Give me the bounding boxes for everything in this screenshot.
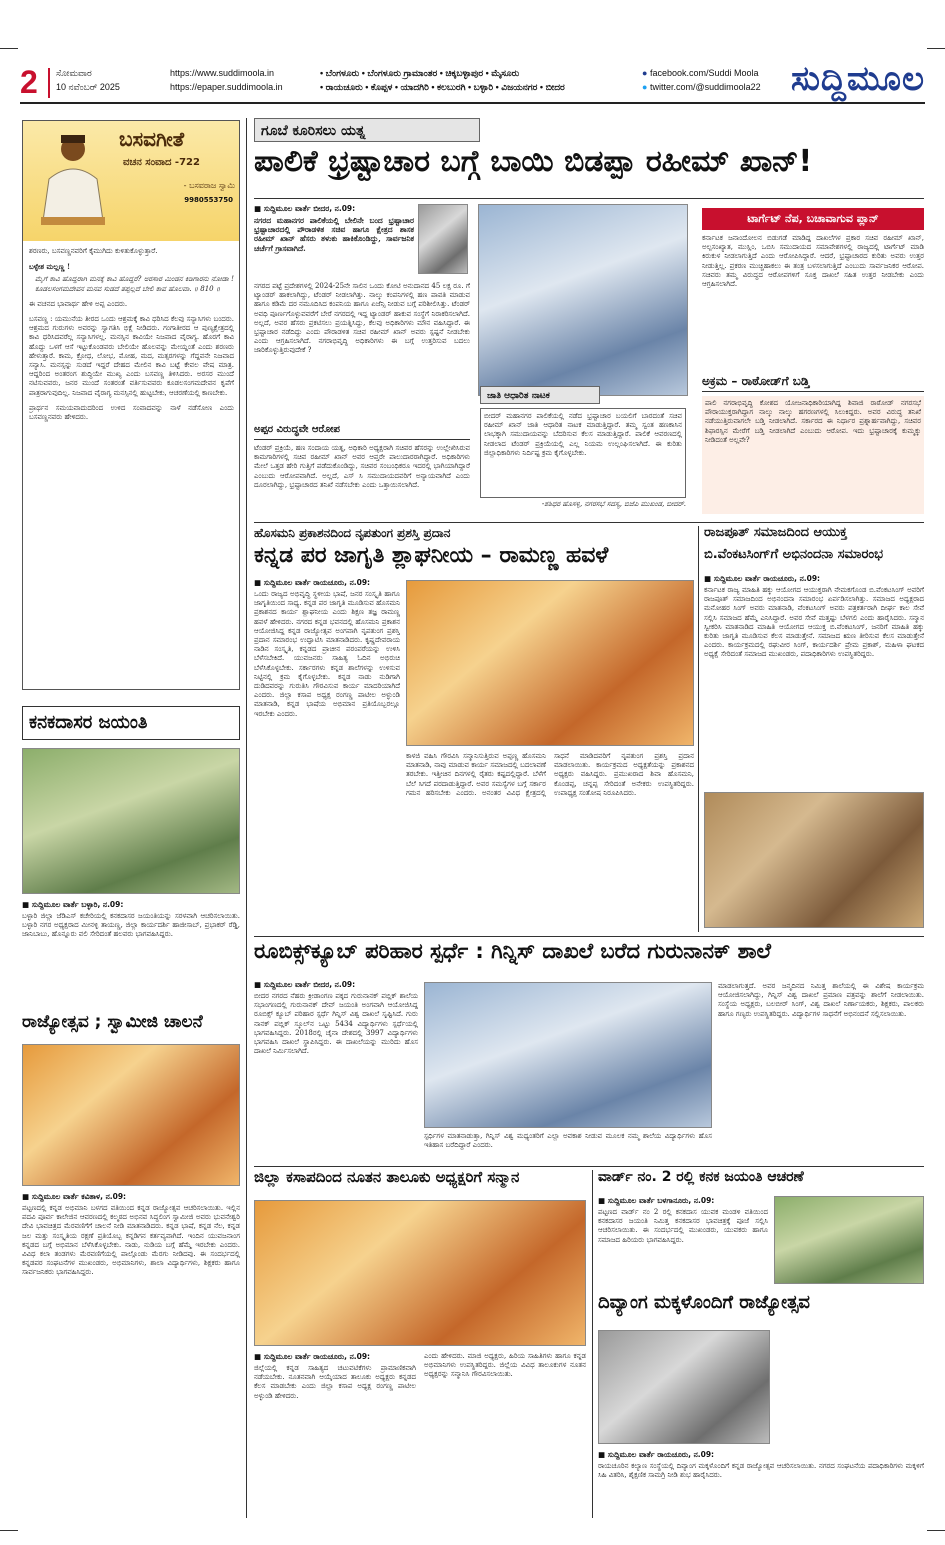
basavageete-closing: ಪ್ರಾರ್ಥನ ಸಮಯವಾದುದರಿಂದ ಉಳಿದ ಸಂವಾದವನ್ನು ನಾಳೆ ನಡೆಸೋಣ ಎಂದು ಬಸವಣ್ಣನವರು ಹೇಳಿದರು. (29, 403, 234, 422)
target-box-body: ಕರ್ನಾಟಕ ಜನಾಂದೋಲನ ಬಿಡುಗಡೆ ಮಾಡಿದ್ದ ದಾಖಲೆಗಳ ಪ್ರಕಾರ ಸಚಿವ ರಹೀಮ್ ಖಾನ್, ಅಲ್ಪಸಂಖ್ಯಾತ, ಮುಸ್ಲಿಂ, ಒಬಿಸಿ ಸಮುದಾಯದ ಸಮಾವೇಶಗಳಲ್ಲಿ ರಾಜ್ಯದಲ್ಲಿ ಟಾರ್ಗೆಟ್ ಮಾಡಿ ಕಿರುಕುಳ ನೀಡಲಾಗುತ್ತಿದೆ ಎಂದು ಆರೋಪಿಸಿದ್ದಾರೆ. ಆದರೆ, ಭ್ರಷ್ಟಾಚಾರದ ಕುರಿತು ಅವರು ಉತ್ತರ ನೀಡುತ್ತಿಲ್ಲ. ಪ್ರಕರಣ ಮುಚ್ಚಿಹಾಕಲು ಈ ತಂತ್ರ ಬಳಸಲಾಗುತ್ತಿದೆ ಎಂಬುದು ಸಾರ್ವಜನಿಕರ ಆರೋಪ. ಸಚಿವರು ತಮ್ಮ ವಿರುದ್ಧದ ಆರೋಪಗಳಿಗೆ ಸೂಕ್ತ ದಾಖಲೆ ಸಹಿತ ಉತ್ತರ ನೀಡಬೇಕು ಎಂದು ಆಗ್ರಹಿಸಲಾಗಿದೆ. (702, 234, 924, 289)
ward-body: ಪಟ್ಟಣದ ವಾರ್ಡ್ ನಂ 2 ರಲ್ಲಿ ಕನಕದಾಸ ಯುವಕ ಮಂಡಳಿ ವತಿಯಿಂದ ಕನಕದಾಸರ ಜಯಂತಿ ನಿಮಿತ್ತ ಕನಕದಾಸರ ಭಾವಚಿತ್ರಕ್ಕೆ ಪೂಜೆ ಸಲ್ಲಿಸಿ ಆಚರಿಸಲಾಯಿತು. ಈ ಸಂದರ್ಭದಲ್ಲಿ ಮುಖಂಡರು, ಯುವಕರು ಹಾಗೂ ಸಮಾಜದ ಹಿರಿಯರು ಭಾಗವಹಿಸಿದ್ದರು. (598, 1208, 768, 1244)
kannada-body-right: ಕಾಳಜಿ ವಹಿಸಿ ಗೌರವಿಸಿ ಸನ್ಮಾನಿಸುತ್ತಿರುವ ಅಪ್ಪಣ್ಣ ಹೊಸಮನಿ ಮಾತನಾಡಿ, ನಾವು ಮಾಡುವ ಕಾರ್ಯ ಸಮಾಜದಲ್ಲಿ ಬದಲಾವಣೆ ತರಬೇಕು. ಇತ್ತೀಚಿನ ದಿನಗಳಲ್ಲಿ ರೈತರು ಕಷ್ಟದಲ್ಲಿದ್ದಾರೆ. ಬೆಳೆಗೆ ಬೆಲೆ ಸಿಗದೆ ಪರದಾಡುತ್ತಿದ್ದಾರೆ. ಅವರ ಸಮಸ್ಯೆಗಳ ಬಗ್ಗೆ ಸರ್ಕಾರ ಗಮನ ಹರಿಸಬೇಕು ಎಂದರು. ಅನಂತರ ವಿವಿಧ ಕ್ಷೇತ್ರದಲ್ಲಿ ಸಾಧನೆ ಮಾಡಿದವರಿಗೆ ನೃಪತುಂಗ ಪ್ರಶಸ್ತಿ ಪ್ರದಾನ ಮಾಡಲಾಯಿತು. ಕಾರ್ಯಕ್ರಮದ ಅಧ್ಯಕ್ಷತೆಯನ್ನು ಪ್ರಕಾಶನದ ಅಧ್ಯಕ್ಷರು ವಹಿಸಿದ್ದರು. ಪ್ರಮುಖರಾದ ಶಿವಾ ಹೊಸಮನಿ, ಕೊಂಡಪ್ಪ, ಚನ್ನಪ್ಪ ಸೇರಿದಂತೆ ಅನೇಕರು ಉಪಸ್ಥಿತರಿದ್ದರು. ಉಪಾಧ್ಯಕ್ಷ ಸಂತೋಷ ನಿರೂಪಿಸಿದರು. (406, 752, 694, 797)
kasapa-headline: ಜಿಲ್ಲಾ ಕಸಾಪದಿಂದ ನೂತನ ತಾಲೂಕು ಅಧ್ಯಕ್ಷರಿಗೆ ಸನ್ಮಾನ (254, 1170, 520, 1186)
social-links (642, 66, 772, 94)
edition-date-text: 10 ನವೆಂಬರ್ 2025 (56, 82, 120, 92)
twitter-icon: ● (642, 82, 648, 92)
basavageete-greeting: ಬಳ್ಳೇಶ ಮಲ್ಲಣ್ಣ ! (29, 262, 71, 272)
ward-byline: ■ ಸುದ್ದಿಮೂಲ ವಾರ್ತೆ ಬಳಗಾನೂರು, ನ.09: (598, 1196, 715, 1205)
basavageete-text (29, 247, 234, 683)
rubik-byline: ■ ಸುದ್ದಿಮೂಲ ವಾರ್ತೆ ಬೀದರ, ನ.09: (254, 980, 356, 989)
rajyotsava-swamiji-story (22, 1012, 240, 1518)
crop-mark (927, 48, 945, 49)
rajput-samaja-story (704, 526, 924, 932)
kanaka-headline: ಕನಕದಾಸರ ಜಯಂತಿ (22, 706, 240, 740)
top-story (254, 118, 924, 518)
rajput-body: ಕರ್ನಾಟಕ ರಾಜ್ಯ ಮಾಹಿತಿ ಹಕ್ಕು ಆಯೋಗದ ಆಯುಕ್ತರಾಗಿ ನೇಮಕಗೊಂಡ ಬಿ.ವೆಂಕಟಸಿಂಗ್ ಅವರಿಗೆ ರಾಜಪೂತ್ ಸಮಾಜದಿಂದ ಅಭಿನಂದನಾ ಸಮಾರಂಭ ಏರ್ಪಡಿಸಲಾಗಿತ್ತು. ಸಮಾಜದ ಅಧ್ಯಕ್ಷರಾದ ಮನೋಹರ ಸಿಂಗ್ ಅವರು ಮಾತನಾಡಿ, ವೆಂಕಟಸಿಂಗ್ ಅವರು ಪತ್ರಕರ್ತರಾಗಿ ದೀರ್ಘ ಕಾಲ ಸೇವೆ ಸಲ್ಲಿಸಿ ಸಮಾಜದ ಹೆಮ್ಮೆ ಎನಿಸಿದ್ದಾರೆ. ಅವರ ಸೇವೆ ಮತ್ತಷ್ಟು ಬೆಳಗಲಿ ಎಂದು ಹಾರೈಸಿದರು. ಸನ್ಮಾನ ಸ್ವೀಕರಿಸಿ ಮಾತನಾಡಿದ ಮಾಹಿತಿ ಆಯೋಗದ ಆಯುಕ್ತ ಬಿ.ವೆಂಕಟಸಿಂಗ್, ಜನರಿಗೆ ಮಾಹಿತಿ ಹಕ್ಕು ಕುರಿತು ಜಾಗೃತಿ ಮೂಡಿಸುವ ಕೆಲಸ ಮಾಡುತ್ತೇನೆ. ಸಮಾಜದ ಋಣ ತೀರಿಸುವ ಕೆಲಸ ಮಾಡುತ್ತೇನೆ ಎಂದರು. ಕಾರ್ಯಕ್ರಮದಲ್ಲಿ ರಘುವೀರ ಸಿಂಗ್, ಕಾರ್ಯದರ್ಶಿ ಪ್ರೇಮ ಪ್ರಕಾಶ್, ಮಹಿಳಾ ಘಟಕದ ಅಧ್ಯಕ್ಷೆ ಸೇರಿದಂತೆ ಸಮಾಜದ ಮುಖಂಡರು, ಪದಾಧಿಕಾರಿಗಳು ಉಪಸ್ಥಿತರಿದ್ದರು. (704, 586, 924, 659)
website-links (170, 66, 300, 94)
kasapa-body-right: ಎಂದು ಹೇಳಿದರು. ಮಾಜಿ ಅಧ್ಯಕ್ಷರು, ಹಿರಿಯ ಸಾಹಿತಿಗಳು ಹಾಗೂ ಕನ್ನಡ ಅಭಿಮಾನಿಗಳು ಉಪಸ್ಥಿತರಿದ್ದರು. ಜಿಲ್ಲೆಯ ವಿವಿಧ ತಾಲೂಕುಗಳ ನೂತನ ಅಧ್ಯಕ್ಷರನ್ನು ಸನ್ಮಾನಿಸಿ ಗೌರವಿಸಲಾಯಿತು. (424, 1352, 586, 1379)
rajyotsava-headline: ರಾಜ್ಯೋತ್ಸವ ; ಸ್ವಾಮೀಜಿ ಚಾಲನೆ (22, 1012, 203, 1032)
divyang-body: ರಾಯಚೂರಿನ ಕಲ್ಯಾಣ ಸಂಸ್ಥೆಯಲ್ಲಿ ದಿವ್ಯಾಂಗ ಮಕ್ಕಳೊಂದಿಗೆ ಕನ್ನಡ ರಾಜ್ಯೋತ್ಸವ ಆಚರಿಸಲಾಯಿತು. ನಗರದ ಸಂಘಟನೆಯ ಪದಾಧಿಕಾರಿಗಳು ಮಕ್ಕಳಿಗೆ ಸಿಹಿ ವಿತರಿಸಿ, ಶೈಕ್ಷಣಿಕ ಸಾಮಗ್ರಿ ನೀಡಿ ಶುಭ ಹಾರೈಸಿದರು. (598, 1462, 924, 1480)
basavageete-phone: 9980553750 (184, 196, 233, 204)
facebook-icon: ● (642, 68, 648, 78)
edition-cities (320, 66, 640, 94)
rubiks-cube-record-story (254, 940, 924, 1162)
crop-mark (927, 1530, 945, 1531)
rubik-body-left: ಬೀದರ ನಗರದ ನೆಹರು ಕ್ರೀಡಾಂಗಣ ಪಕ್ಕದ ಗುರುನಾನಕ್ ಪಬ್ಲಿಕ್ ಶಾಲೆಯ ಸಭಾಂಗಣದಲ್ಲಿ ಗುರುನಾನಕ್ ದೇವ್ ಜಯಂತಿ ಅಂಗವಾಗಿ ಆಯೋಜಿಸಿದ್ದ ರೂಬಿಕ್ಸ್ ಕ್ಯೂಬ್ ಪರಿಹಾರ ಸ್ಪರ್ಧೆ ಗಿನ್ನಿಸ್ ವಿಶ್ವ ದಾಖಲೆ ಸೃಷ್ಟಿಸಿದೆ. ಗುರು ನಾನಕ್ ಪಬ್ಲಿಕ್ ಸ್ಕೂಲ್‌ನ ಒಟ್ಟು 5434 ವಿದ್ಯಾರ್ಥಿಗಳು ಸ್ಪರ್ಧೆಯಲ್ಲಿ ಭಾಗವಹಿಸಿದ್ದರು. 2018ರಲ್ಲಿ ಚೈನಾ ದೇಶದಲ್ಲಿ 3997 ವಿದ್ಯಾರ್ಥಿಗಳು ಭಾಗವಹಿಸಿ ದಾಖಲೆ ಸ್ಥಾಪಿಸಿದ್ದರು. ಈ ದಾಖಲೆಯನ್ನು ಮುರಿದು ಹೊಸ ದಾಖಲೆ ನಿರ್ಮಿಸಲಾಗಿದೆ. (254, 992, 418, 1056)
kanaka-photo (22, 748, 240, 894)
ward-kanaka-story (598, 1170, 924, 1288)
rajput-byline: ■ ಸುದ್ದಿಮೂಲ ವಾರ್ತೆ ರಾಯಚೂರು, ನ.09: (704, 574, 821, 583)
column-divider (246, 118, 247, 1518)
basavageete-title: ಬಸವಗೀತೆ (119, 127, 185, 151)
website-link[interactable]: https://www.suddimoola.in (170, 68, 275, 78)
cities-row-1: • ಬೆಂಗಳೂರು • ಬೆಂಗಳೂರು ಗ್ರಾಮಾಂತರ • ಚಿಕ್ಕಬಳ್ಳಾಪುರ • ಮೈಸೂರು (320, 68, 520, 78)
basavageete-intro: ಈ ವಚನದ ಭಾವಾರ್ಥ ಹೇಳಿ ಅಪ್ಪ ಎಂದರು. (29, 299, 128, 308)
guinness-record-photo (424, 982, 712, 1128)
rajyotsava-photo (22, 1044, 240, 1186)
kasapa-group-photo (254, 1200, 586, 1346)
column-divider-2 (698, 526, 699, 932)
caste-box-signature: -ಶಶಿಧರ ಹೊಸಳ್ಳಿ, ನಗರಸಭೆ ಸದಸ್ಯ, ಬಿಜೆಪಿ ಮುಖಂಡ, ಬೀದರ್. (541, 500, 686, 508)
kannada-awareness-story (254, 526, 694, 932)
crop-mark (0, 48, 18, 49)
masthead-bar (20, 59, 925, 104)
rubik-body-middle: ಸ್ಪರ್ಧಿಗಳ ಮಾತನಾಡುತ್ತಾ, ಗಿನ್ನಿಸ್ ವಿಶ್ವ ಮಧ್ಯಂತರಿಗೆ ಎಲ್ಲಾ ಅವಕಾಶ ನೀಡುವ ಮೂಲಕ ನಮ್ಮ ಶಾಲೆಯ ವಿದ್ಯಾರ್ಥಿಗಳು ಹೊಸ ಇತಿಹಾಸ ಬರೆದಿದ್ದಾರೆ ಎಂದರು. (424, 1132, 712, 1150)
column-divider-3 (592, 1170, 593, 1518)
rajput-felicitation-photo (704, 792, 924, 928)
kasapa-body-left: ಜಿಲ್ಲೆಯಲ್ಲಿ ಕನ್ನಡ ಸಾಹಿತ್ಯದ ಚಟುವಟಿಕೆಗಳು ಪ್ರಾಮಾಣಿಕವಾಗಿ ನಡೆಯಬೇಕು. ನೂತನವಾಗಿ ಆಯ್ಕೆಯಾದ ತಾಲೂಕು ಅಧ್ಯಕ್ಷರು ಕನ್ನಡದ ಕೆಲಸ ಮಾಡಬೇಕು ಎಂದು ಜಿಲ್ಲಾ ಕಸಾಪ ಅಧ್ಯಕ್ಷ ರಂಗಣ್ಣ ಪಾಟೀಲ ಅಳ್ಳುಂಡಿ ಹೇಳಿದರು. (254, 1364, 416, 1400)
basavageete-subtitle: ವಚನ ಸಂವಾದ -722 (123, 157, 200, 168)
top-story-lead: ನಗರದ ಮಹಾನಗರ ಪಾಲಿಕೆಯಲ್ಲಿ ಬೇಲಿನೇ ಬಂದ ಭ್ರಷ್ಟಾಚಾರ ಭ್ರಷ್ಟಾಚಾರದಲ್ಲಿ ಪೌರಾಡಳಿತ ಸಚಿವ ಹಾಗೂ ಕ್ಷೇತ್ರದ ಶಾಸಕ ರಹೀಮ್ ಖಾನ್ ಹೆಸರು ತಳುಕು ಹಾಕಿಕೊಂಡಿದ್ದು, ಸಾರ್ವಜನಿಕ ಚರ್ಚೆಗೆ ಗ್ರಾಸವಾಗಿದೆ. (254, 216, 414, 253)
divyang-headline: ದಿವ್ಯಾಂಗ ಮಕ್ಕಳೊಂದಿಗೆ ರಾಜ್ಯೋತ್ಸವ (598, 1294, 810, 1313)
rajput-headline-2: ಬಿ.ವೆಂಕಟಸಿಂಗ್‌ಗೆ ಅಭಿನಂದನಾ ಸಮಾರಂಭ (704, 548, 884, 562)
rajyotsava-body: ಪಟ್ಟಣದಲ್ಲಿ ಕನ್ನಡ ಅಭಿಮಾನಿ ಬಳಗದ ವತಿಯಿಂದ ಕನ್ನಡ ರಾಜ್ಯೋತ್ಸವ ಆಚರಿಸಲಾಯಿತು. ಇಲ್ಲಿನ ಪದವಿ ಪೂರ್ವ ಕಾಲೇಜಿನ ಆವರಣದಲ್ಲಿ ಕಲ್ಮಠದ ಅಭಿನವ ಸಿದ್ಧಲಿಂಗ ಸ್ವಾಮೀಜಿ ಅವರು ಭುವನೇಶ್ವರಿ ದೇವಿ ಭಾವಚಿತ್ರದ ಮೆರವಣಿಗೆಗೆ ಚಾಲನೆ ನೀಡಿ ಮಾತನಾಡಿದರು. ಕನ್ನಡ ಭಾಷೆ, ಕನ್ನಡ ನೆಲ, ಕನ್ನಡ ಜಲ ಮತ್ತು ಸಂಸ್ಕೃತಿಯ ರಕ್ಷಣೆ ಪ್ರತಿಯೊಬ್ಬ ಕನ್ನಡಿಗನ ಕರ್ತವ್ಯವಾಗಿದೆ. ಇಂದಿನ ಯುವಜನಾಂಗ ಕನ್ನಡದ ಬಗ್ಗೆ ಅಭಿಮಾನ ಬೆಳೆಸಿಕೊಳ್ಳಬೇಕು. ನಾಡು, ನುಡಿಯ ಬಗ್ಗೆ ಹೆಮ್ಮೆ ಇರಬೇಕು ಎಂದರು. ವಿವಿಧ ಕಲಾ ತಂಡಗಳು ಮೆರವಣಿಗೆಯಲ್ಲಿ ಪಾಲ್ಗೊಂಡು ಮೆರಗು ನೀಡಿದವು. ಈ ಸಂದರ್ಭದಲ್ಲಿ ಕನ್ನಡಪರ ಸಂಘಟನೆಗಳ ಮುಖಂಡರು, ಅಭಿಮಾನಿಗಳು, ಶಾಲಾ ವಿದ್ಯಾರ್ಥಿಗಳು, ಶಿಕ್ಷಕರು ಹಾಗೂ ಸಾರ್ವಜನಿಕರು ಭಾಗವಹಿಸಿದ್ದರು. (22, 1204, 240, 1277)
kannada-headline: ಕನ್ನಡ ಪರ ಜಾಗೃತಿ ಶ್ಲಾಘನೀಯ – ರಾಮಣ್ಣ ಹವಳೆ (254, 544, 609, 568)
caste-box-body: ಬೀದರ್ ಮಹಾನಗರ ಪಾಲಿಕೆಯಲ್ಲಿ ನಡೆದ ಭ್ರಷ್ಟಾಚಾರ ಬಯಲಿಗೆ ಬಾರದಂತೆ ಸಚಿವ ರಹೀಮ್ ಖಾನ್ ಜಾತಿ ಆಧಾರಿತ ನಾಟಕ ಮಾಡುತ್ತಿದ್ದಾರೆ. ತಮ್ಮ ಸ್ವಂತ ಹಣಕಾಸಿನ ಲಾಭಕ್ಕಾಗಿ ಸಮುದಾಯವನ್ನು ಬೆದರಿಸುವ ಕೆಲಸ ಮಾಡುತ್ತಿದ್ದಾರೆ. ಪಾಲಿಕೆ ಆವರಣದಲ್ಲಿ ನೀಡಲಾದ ಟೆಂಡರ್ ಪ್ರಕ್ರಿಯೆಯಲ್ಲಿ ಎಲ್ಲ ನಿಯಮ ಉಲ್ಲಂಘಿಸಲಾಗಿದೆ. ಈ ಕುರಿತು ಜಿಲ್ಲಾಧಿಕಾರಿಗಳು ನಿರ್ದಿಷ್ಟ ಕ್ರಮ ಕೈಗೊಳ್ಳಬೇಕು. (480, 408, 686, 498)
basavageete-body: ಬಸವಣ್ಣ : ಯಮುನೆಯ ತೀರದ ಒಂದು ಆಶ್ರಮಕ್ಕೆ ಕಾವಿ ಧರಿಸಿದ ಕೆಲವು ಸನ್ಯಾಸಿಗಳು ಬಂದರು. ಆಶ್ರಮದ ಗುರುಗಳು ಅವರನ್ನು ಸ್ವಾಗತಿಸಿ ಭಿಕ್ಷೆ ನೀಡಿದರು. ಗಂಗಾತೀರದ ಆ ಪುಣ್ಯಕ್ಷೇತ್ರದಲ್ಲಿ ಕಾವಿ ಧರಿಸಿದವರೆಲ್ಲ ಸನ್ಯಾಸಿಗಳಲ್ಲ. ಮನಸ್ಸಿನ ಕಾವಿಯೇ ನಿಜವಾದ ವೈರಾಗ್ಯ. ಹೊರಗೆ ಕಾವಿ ಹೊದ್ದು ಒಳಗೆ ಆಸೆ ಇಟ್ಟುಕೊಂಡವರು ಬೇಲಿಯೇ ಹೊಲವನ್ನು ಮೇಯ್ದಂತೆ ಎಂದು ಶರಣರು ಹೇಳುತ್ತಾರೆ. ಕಾಮ, ಕ್ರೋಧ, ಲೋಭ, ಮೋಹ, ಮದ, ಮತ್ಸರಗಳನ್ನು ಗೆದ್ದವನೇ ನಿಜವಾದ ಸನ್ಯಾಸಿ. ಮನಸ್ಸನ್ನು ಸುಡದೆ ಇದ್ದರೆ ದೇಹದ ಮೇಲಿನ ಕಾವಿ ಬಟ್ಟೆ ಕೇವಲ ವೇಷ ಮಾತ್ರ. ಆದ್ದರಿಂದ ಅಂತರಂಗ ಶುದ್ಧಿಯೇ ಮುಖ್ಯ ಎಂದು ಬಸವಣ್ಣ ತಿಳಿಸಿದರು. ಅರಸರ ಮುಂದೆ ನಟಿಸುವವರು, ಜನರ ಮುಂದೆ ಸಂತರಂತೆ ವರ್ತಿಸುವವರು ಕೂಡಲಸಂಗಮದೇವನ ಕೃಪೆಗೆ ಪಾತ್ರರಾಗುವುದಿಲ್ಲ. ನಿಜವಾದ ವೈರಾಗ್ಯ ಮನಸ್ಸಿನಲ್ಲಿ ಹುಟ್ಟಬೇಕು, ಆಚರಣೆಯಲ್ಲಿ ಕಾಣಬೇಕು. (29, 315, 234, 397)
basavageete-column (22, 120, 240, 690)
twitter-link[interactable] (642, 80, 772, 94)
rajyotsava-byline: ■ ಸುದ್ದಿಮೂಲ ವಾರ್ತೆ ಕವಿತಾಳ, ನ.09: (22, 1192, 127, 1201)
kanaka-byline: ■ ಸುದ್ದಿಮೂಲ ವಾರ್ತೆ ಬಳ್ಳಾರಿ, ನ.09: (22, 900, 124, 909)
top-story-byline: ■ ಸುದ್ದಿಮೂಲ ವಾರ್ತೆ ಬೀದರ, ನ.09: (254, 204, 356, 213)
top-story-rule (254, 198, 924, 199)
rubik-headline: ರೂಬಿಕ್ಸ್‌ಕ್ಯೂಬ್ ಪರಿಹಾರ ಸ್ಪರ್ಧೆ : ಗಿನ್ನಿಸ್ ದಾಖಲೆ ಬರೆದ ಗುರುನಾನಕ್ ಶಾಲೆ (254, 940, 771, 963)
newspaper-logo: ಸುದ್ದಿಮೂಲ (791, 59, 925, 99)
ward-photo (774, 1196, 924, 1284)
cities-row-2: • ರಾಯಚೂರು • ಕೊಪ್ಪಳ • ಯಾದಗಿರಿ • ಕಲಬುರಗಿ • ಬಳ್ಳಾರಿ • ವಿಜಯನಗರ • ಬೀದರ (320, 82, 565, 92)
epaper-link[interactable]: https://epaper.suddimoola.in (170, 82, 283, 92)
akrama-box-title: ಅಕ್ರಮ – ರಾಠೋಡ್‌ಗೆ ಬಡ್ತಿ (702, 374, 924, 392)
kannada-kicker: ಹೊಸಮನಿ ಪ್ರಕಾಶನದಿಂದ ನೃಪತುಂಗ ಪ್ರಶಸ್ತಿ ಪ್ರದಾನ (254, 526, 451, 540)
award-ceremony-photo (406, 580, 694, 746)
top-story-headline: ಪಾಲಿಕೆ ಭ್ರಷ್ಟಾಚಾರ ಬಗ್ಗೆ ಬಾಯಿ ಬಿಡಪ್ಪಾ ರಹೀಮ್ ಖಾನ್! (254, 146, 813, 179)
kasapa-felicitation-story (254, 1170, 586, 1518)
rajput-headline-1: ರಾಜಪೂತ್ ಸಮಾಜದಿಂದ ಆಯುಕ್ತ (704, 526, 848, 540)
charges-body: ಟೆಂಡರ್ ಪ್ರಕ್ರಿಯೆ, ಹಣ ಸಂದಾಯ ಯತ್ನ, ಅಧಿಕಾರಿ ಅಧ್ಯಕ್ಷರಾಗಿ ಸಚಿವರ ಹೆಸರನ್ನು ಉಲ್ಲೇಖಿಸಿರುವ ಕಾಮಗಾರಿಗಳಲ್ಲಿ ಸಚಿವ ರಹೀಮ್ ಖಾನ್ ಅವರ ಆಪ್ತರೇ ಪಾಲುದಾರರಾಗಿದ್ದಾರೆ. ಅಧಿಕಾರಿಗಳು ಮೇಲೆ ಒತ್ತಡ ಹೇರಿ ಗುತ್ತಿಗೆ ಪಡೆದುಕೊಂಡಿದ್ದು, ಸಚಿವರ ಸಂಬಂಧಿಕರೂ ಇದರಲ್ಲಿ ಭಾಗಿಯಾಗಿದ್ದಾರೆ ಎಂಬುದು ಆರೋಪವಾಗಿದೆ. ಅಲ್ಲದೆ, ಎಸ್ ಸಿ ಸಮುದಾಯದವರಿಗೆ ಅನ್ಯಾಯವಾಗಿದೆ ಎಂದು ದೂರಲಾಗಿದ್ದು, ಭ್ರಷ್ಟಾಚಾರದ ತನಿಖೆ ನಡೆಸಬೇಕು ಎಂದು ಒತ್ತಾಯಿಸಲಾಗಿದೆ. (254, 444, 470, 489)
basavageete-vachana: ಮೈಗೆ ಕಾವಿ ಹೊದ್ದರಾಗಿ ಮನಕ್ಕೆ ಕಾವಿ ಹೊದ್ದರೆ? ಅರಸಾರ ಮಿಂಡನ ಕಿಡಿಗಾರನು ನೋಡಾ ! ಕೂಡಲಸಂಗಮದೇವನ ಮನವ ಸುಡದೆ ತಪ್ಪಲ್ಲದೆ ಬೇಲಿ ಕಾವ ಹೊಲವಾ. ॥ 810 ॥ (35, 275, 234, 293)
top-story-body: ನಗರದ ಪಟ್ಟೆ ಪ್ರದೇಶಗಳಲ್ಲಿ 2024-25ನೇ ಸಾಲಿನ ಒಂದು ಕೋಟಿ ಅನುದಾನದ 45 ಲಕ್ಷ ರೂ. ಗೆ ಟ್ಯಾಂಡರ್ ಹಾಕಲಾಗಿದ್ದು, ಟೆಂಡರ್ ನೀಡಲಾಗಿತ್ತು. ನಾಲ್ಕು ಕಂಪನಿಗಳಲ್ಲಿ ಹಣ ಪಾವತಿ ಮಾಡುವ ಹಾಗೂ ಕಡಿಮೆ ದರ ನಮೂದಿಸಿದ ಕಂಪನಿಯ ಹಾಗೂ ಏಜೆನ್ಸಿ ನೀಡುವ ಬಗ್ಗೆ ಪರಿಶೀಲಿಸಿತ್ತು. ಟೆಂಡರ್ ಅವಧಿ ಪೂರ್ಣಗೊಳ್ಳುವವರೆಗೆ ಬೇರೆ ನಗರದಲ್ಲಿ ಇದ್ದ ಟ್ಯಾಂಡರ್ ಹಾಕುವ ಸಂಸ್ಥೆಗೆ ನಿರಾಕರಿಸಲಾಗಿದೆ. ಅಲ್ಲದೆ, ಅವರ ಹೆಸರು ಪ್ರಕಟಿಸಲು ಪ್ರಯತ್ನಿಸಿದ್ದು, ಕೆಲವು ಅಧಿಕಾರಿಗಳು ಮೌನ ವಹಿಸಿದ್ದಾರೆ. ಈ ಭ್ರಷ್ಟಾಚಾರ ನಡೆದಿದ್ದು ಎಂದು ಪೌರಾಡಳಿತ ಸಚಿವ ರಹೀಮ್ ಖಾನ್ ಅವರು ಸ್ಪಷ್ಟನೆ ನೀಡಬೇಕು ಎಂದು ಆಗ್ರಹಿಸಲಾಗಿದೆ. ನಗರಾಭಿವೃದ್ಧಿ ಅಧಿಕಾರಿಗಳು ಈ ಬಗ್ಗೆ ಉತ್ತರಿಸುವ ಬದಲು ಜಾರಿಕೊಳ್ಳುತ್ತಿರುವುದೇಕೆ ? (254, 282, 470, 355)
target-box-title: ಟಾರ್ಗೆಟ್ ನೆಪ, ಬಚಾವಾಗುವ ಪ್ಲಾನ್ (702, 208, 924, 230)
caste-box-title: ಜಾತಿ ಆಧಾರಿತ ನಾಟಕ (480, 386, 600, 404)
divyang-rajyotsava-story (598, 1294, 924, 1518)
facebook-link[interactable] (642, 66, 772, 80)
facebook-text: facebook.com/Suddi Moola (649, 68, 759, 78)
kannada-byline: ■ ಸುದ್ದಿಮೂಲ ವಾರ್ತೆ ರಾಯಚೂರು, ನ.09: (254, 578, 371, 587)
kanaka-body: ಬಳ್ಳಾರಿ ಜಿಲ್ಲಾ ಜೆಡಿಎಸ್ ಕಚೇರಿಯಲ್ಲಿ ಕನಕದಾಸರ ಜಯಂತಿಯನ್ನು ಸರಳವಾಗಿ ಆಚರಿಸಲಾಯಿತು. ಬಳ್ಳಾರಿ ನಗರ ಅಧ್ಯಕ್ಷರಾದ ಮೀನಳ್ಳಿ ತಾಯಣ್ಣ, ಜಿಲ್ಲಾ ಕಾರ್ಯದರ್ಶಿ ಹಾಜೀಸಾಬ್, ಪ್ರಭಾಕರ್ ರೆಡ್ಡಿ, ಜಾನಿಬಾಬು, ಹೊನ್ನೂರು ವಲಿ ಸೇರಿದಂತೆ ಹಲವರು ಭಾಗವಹಿಸಿದ್ದರು. (22, 912, 240, 939)
kanaka-jayanti-story (22, 706, 240, 1004)
crop-mark (0, 1530, 18, 1531)
divyang-byline: ■ ಸುದ್ದಿಮೂಲ ವಾರ್ತೆ ರಾಯಚೂರು, ನ.09: (598, 1450, 715, 1459)
ward-headline: ವಾರ್ಡ್ ನಂ. 2 ರಲ್ಲಿ ಕನಕ ಜಯಂತಿ ಆಚರಣೆ (598, 1170, 804, 1185)
rubik-body-right: ಮಾಡಲಾಗುತ್ತದೆ. ಅವರ ಜನ್ಮದಿನದ ನಿಮಿತ್ತ ಶಾಲೆಯಲ್ಲಿ ಈ ವಿಶೇಷ ಕಾರ್ಯಕ್ರಮ ಆಯೋಜಿಸಲಾಗಿದ್ದು, ಗಿನ್ನಿಸ್ ವಿಶ್ವ ದಾಖಲೆ ಪ್ರಮಾಣ ಪತ್ರವನ್ನು ಶಾಲೆಗೆ ನೀಡಲಾಯಿತು. ಸಂಸ್ಥೆಯ ಅಧ್ಯಕ್ಷರು, ಬಲಬೀರ್ ಸಿಂಗ್, ವಿಶ್ವ ದಾಖಲೆ ನಿರ್ಣಾಯಕರು, ಶಿಕ್ಷಕರು, ಪಾಲಕರು ಹಾಗೂ ಗಣ್ಯರು ಉಪಸ್ಥಿತರಿದ್ದರು. ವಿದ್ಯಾರ್ಥಿಗಳ ಸಾಧನೆಗೆ ಅಭಿನಂದನೆ ಸಲ್ಲಿಸಲಾಯಿತು. (718, 982, 924, 1018)
saint-illustration (33, 129, 113, 229)
basavageete-banner (23, 121, 239, 241)
kasapa-byline: ■ ಸುದ್ದಿಮೂಲ ವಾರ್ತೆ ರಾಯಚೂರು, ನ.09: (254, 1352, 371, 1361)
charges-subhead: ಅಪ್ಪರ ವಿರುದ್ಧವೇ ಆರೋಪ (254, 424, 470, 440)
twitter-text: twitter.com/@suddimoola22 (649, 82, 761, 92)
page-number: 2 (20, 62, 50, 102)
row-divider-3 (254, 1166, 924, 1167)
minister-portrait (418, 204, 468, 274)
basavageete-opening: ಶರಣರು, ಬಸವಣ್ಣನವರಿಗೆ ಕೈಮುಗಿದು ಕುಳಿತುಕೊಳ್ಳುತ್ತಾರೆ. (29, 247, 158, 255)
edition-day: ಸೋಮವಾರ (56, 68, 92, 78)
basavageete-author: - ಬಸವರಾಜ ಸ್ವಾಮಿ (183, 181, 235, 190)
corporation-gate-photo (478, 204, 688, 396)
akrama-box-body: ಪಾಲಿ ನಗರಾಭಿವೃದ್ಧಿ ಕೋಶದ ಯೋಜನಾಧಿಕಾರಿಯಾಗಿದ್ದ ಶಿವಾಜಿ ರಾಠೋಡ್ ನಗರಸಭೆ ಪೌರಾಯುಕ್ತರಾಗಿದ್ದಾಗ ನಾಲ್ಕು ನಾಲ್ಕು ಹಗರಣಗಳಲ್ಲಿ ಸಿಲುಕಿದ್ದರು. ಅವರ ವಿರುದ್ಧ ತನಿಖೆ ನಡೆಯುತ್ತಿರುವಾಗಲೇ ಬಡ್ತಿ ನೀಡಲಾಗಿದೆ. ಸರ್ಕಾರದ ಈ ನಿರ್ಧಾರ ಪ್ರಶ್ನಾರ್ಹವಾಗಿದ್ದು, ಸಚಿವರ ಶಿಫಾರಸ್ಸಿನ ಮೇರೆಗೆ ಬಡ್ತಿ ನೀಡಲಾಗಿದೆ ಎಂಬುದು ಆರೋಪ. ಇದು ಭ್ರಷ್ಟಾಚಾರಕ್ಕೆ ಕುಮ್ಮಕ್ಕು ನೀಡಿದಂತೆ ಅಲ್ಲವೇ? (702, 396, 924, 514)
kannada-body-left: ಒಂದು ರಾಜ್ಯದ ಅಭಿವೃದ್ಧಿ ಸ್ಥಳೀಯ ಭಾಷೆ, ಜನರ ಸಂಸ್ಕೃತಿ ಹಾಗೂ ಜಾಗೃತಿಯಿಂದ ಸಾಧ್ಯ. ಕನ್ನಡ ಪರ ಜಾಗೃತಿ ಮೂಡಿಸುವ ಹೊಸಮನಿ ಪ್ರಕಾಶನದ ಕಾರ್ಯ ಶ್ಲಾಘನೀಯ ಎಂದು ಶಿಕ್ಷಣ ತಜ್ಞ ರಾಮಣ್ಣ ಹವಳೆ ಹೇಳಿದರು. ನಗರದ ಕನ್ನಡ ಭವನದಲ್ಲಿ ಹೊಸಮನಿ ಪ್ರಕಾಶನ ಆಯೋಜಿಸಿದ್ದ ಕನ್ನಡ ರಾಜ್ಯೋತ್ಸವ ಅಂಗವಾಗಿ ನೃಪತುಂಗ ಪ್ರಶಸ್ತಿ ಪ್ರದಾನ ಸಮಾರಂಭ ಉದ್ಘಾಟಿಸಿ ಮಾತನಾಡಿದರು. ಕೃಷ್ಣದೇವರಾಯ ನಾಡಿನ ಸಂಸ್ಕೃತಿ, ಕನ್ನಡದ ಪ್ರಾಚೀನ ಪರಂಪರೆಯನ್ನು ಉಳಿಸಿ ಬೆಳೆಸಬೇಕಿದೆ. ಯುವಜನರು ಸಾಹಿತ್ಯ ಓದಿನ ಅಭಿರುಚಿ ಬೆಳೆಸಿಕೊಳ್ಳಬೇಕು. ಸರ್ಕಾರಗಳು ಕನ್ನಡ ಶಾಲೆಗಳನ್ನು ಉಳಿಸುವ ನಿಟ್ಟಿನಲ್ಲಿ ಕ್ರಮ ಕೈಗೊಳ್ಳಬೇಕು. ಕನ್ನಡ ನಾಡು ನುಡಿಗಾಗಿ ದುಡಿದವರನ್ನು ಗುರುತಿಸಿ ಗೌರವಿಸುವ ಕಾರ್ಯ ಮಾದರಿಯಾಗಿದೆ ಎಂದರು. ಜಿಲ್ಲಾ ಕಸಾಪ ಅಧ್ಯಕ್ಷ ರಂಗಣ್ಣ ಪಾಟೀಲ ಅಳ್ಳುಂಡಿ ಮಾತನಾಡಿ, ಕನ್ನಡ ಭಾಷೆಯ ಅಭಿಮಾನ ಪ್ರತಿಯೊಬ್ಬರಲ್ಲೂ ಇರಬೇಕು ಎಂದರು. (254, 590, 400, 718)
row-divider (254, 522, 924, 523)
edition-date (56, 66, 166, 94)
divyang-photo (598, 1330, 770, 1444)
row-divider-2 (254, 936, 924, 937)
top-story-kicker: ಗೂಬೆ ಕೂರಿಸಲು ಯತ್ನ (254, 118, 480, 142)
